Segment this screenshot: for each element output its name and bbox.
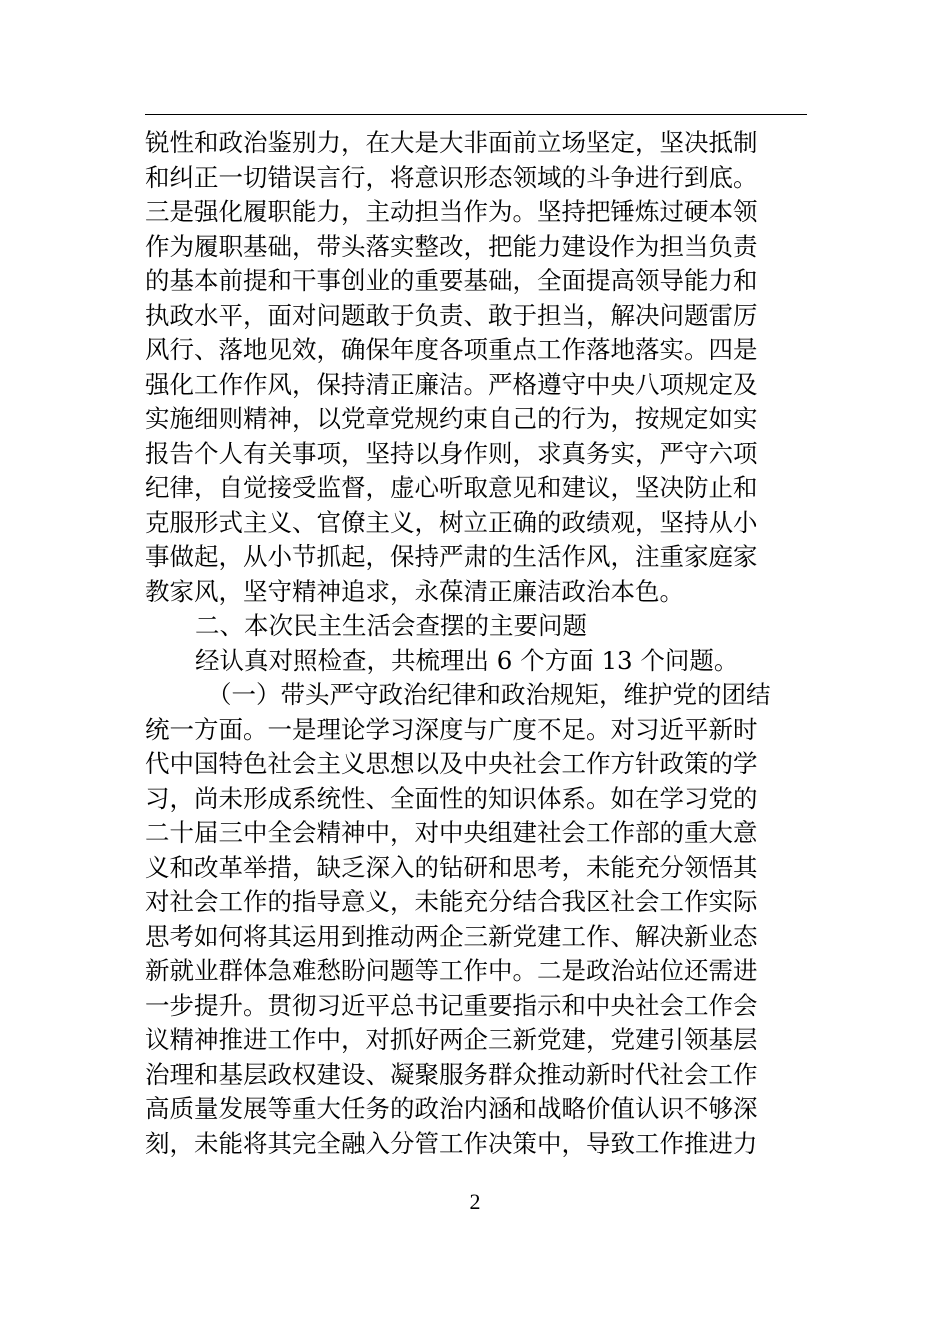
paragraph-line: 事做起，从小节抓起，保持严肃的生活作风，注重家庭家	[145, 542, 758, 571]
paragraph-line: 思考如何将其运用到推动两企三新党建工作、解决新业态	[145, 921, 758, 951]
paragraph-line: 刻，未能将其完全融入分管工作决策中，导致工作推进力	[145, 1128, 758, 1158]
paragraph-line: 代中国特色社会主义思想以及中央社会工作方针政策的学	[145, 749, 758, 778]
paragraph-line: 风行、落地见效，确保年度各项重点工作落地落实。四是	[145, 335, 758, 364]
paragraph-line: 实施细则精神，以党章党规约束自己的行为，按规定如实	[145, 404, 758, 433]
paragraph-line: 纪律，自觉接受监督，虚心听取意见和建议，坚决防止和	[145, 473, 758, 502]
paragraph-line: 和纠正一切错误言行，将意识形态领域的斗争进行到底。	[145, 162, 758, 192]
paragraph-line: 义和改革举措，缺乏深入的钻研和思考，未能充分领悟其	[145, 852, 758, 882]
paragraph-line: 作为履职基础，带头落实整改，把能力建设作为担当负责	[145, 231, 758, 261]
paragraph-line: 新就业群体急难愁盼问题等工作中。二是政治站位还需进	[145, 956, 758, 985]
paragraph-line: 锐性和政治鉴别力，在大是大非面前立场坚定，坚决抵制	[145, 128, 758, 157]
document-body	[145, 126, 810, 1161]
paragraph-line: 教家风，坚守精神追求，永葆清正廉洁政治本色。	[145, 576, 684, 606]
paragraph-line: 议精神推进工作中，对抓好两企三新党建，党建引领基层	[145, 1025, 758, 1054]
paragraph-line: 治理和基层政权建设、凝聚服务群众推动新时代社会工作	[145, 1059, 758, 1089]
header-rule	[145, 114, 807, 115]
paragraph-line: 高质量发展等重大任务的政治内涵和战略价值认识不够深	[145, 1094, 758, 1123]
paragraph-line: 执政水平，面对问题敢于负责、敢于担当，解决问题雷厉	[145, 300, 758, 330]
section-heading: 二、本次民主生活会查摆的主要问题	[195, 611, 587, 640]
paragraph-line: 一步提升。贯彻习近平总书记重要指示和中央社会工作会	[145, 990, 758, 1020]
page-number: 2	[469, 1189, 481, 1214]
paragraph-line: 经认真对照检查，共梳理出 6 个方面 13 个问题。	[195, 645, 739, 675]
paragraph-line: 统一方面。一是理论学习深度与广度不足。对习近平新时	[145, 714, 758, 744]
paragraph-line: 强化工作作风，保持清正廉洁。严格遵守中央八项规定及	[145, 369, 758, 399]
paragraph-line: 克服形式主义、官僚主义，树立正确的政绩观，坚持从小	[145, 507, 758, 537]
paragraph-line: 习，尚未形成系统性、全面性的知识体系。如在学习党的	[145, 783, 758, 813]
paragraph-line: 三是强化履职能力，主动担当作为。坚持把锤炼过硬本领	[145, 197, 758, 226]
subsection-heading-line: （一）带头严守政治纪律和政治规矩，维护党的团结	[207, 680, 771, 709]
paragraph-line: 对社会工作的指导意义，未能充分结合我区社会工作实际	[145, 887, 758, 916]
paragraph-line: 二十届三中全会精神中，对中央组建社会工作部的重大意	[145, 818, 758, 847]
paragraph-line: 报告个人有关事项，坚持以身作则，求真务实，严守六项	[145, 438, 758, 468]
paragraph-line: 的基本前提和干事创业的重要基础，全面提高领导能力和	[145, 266, 758, 295]
